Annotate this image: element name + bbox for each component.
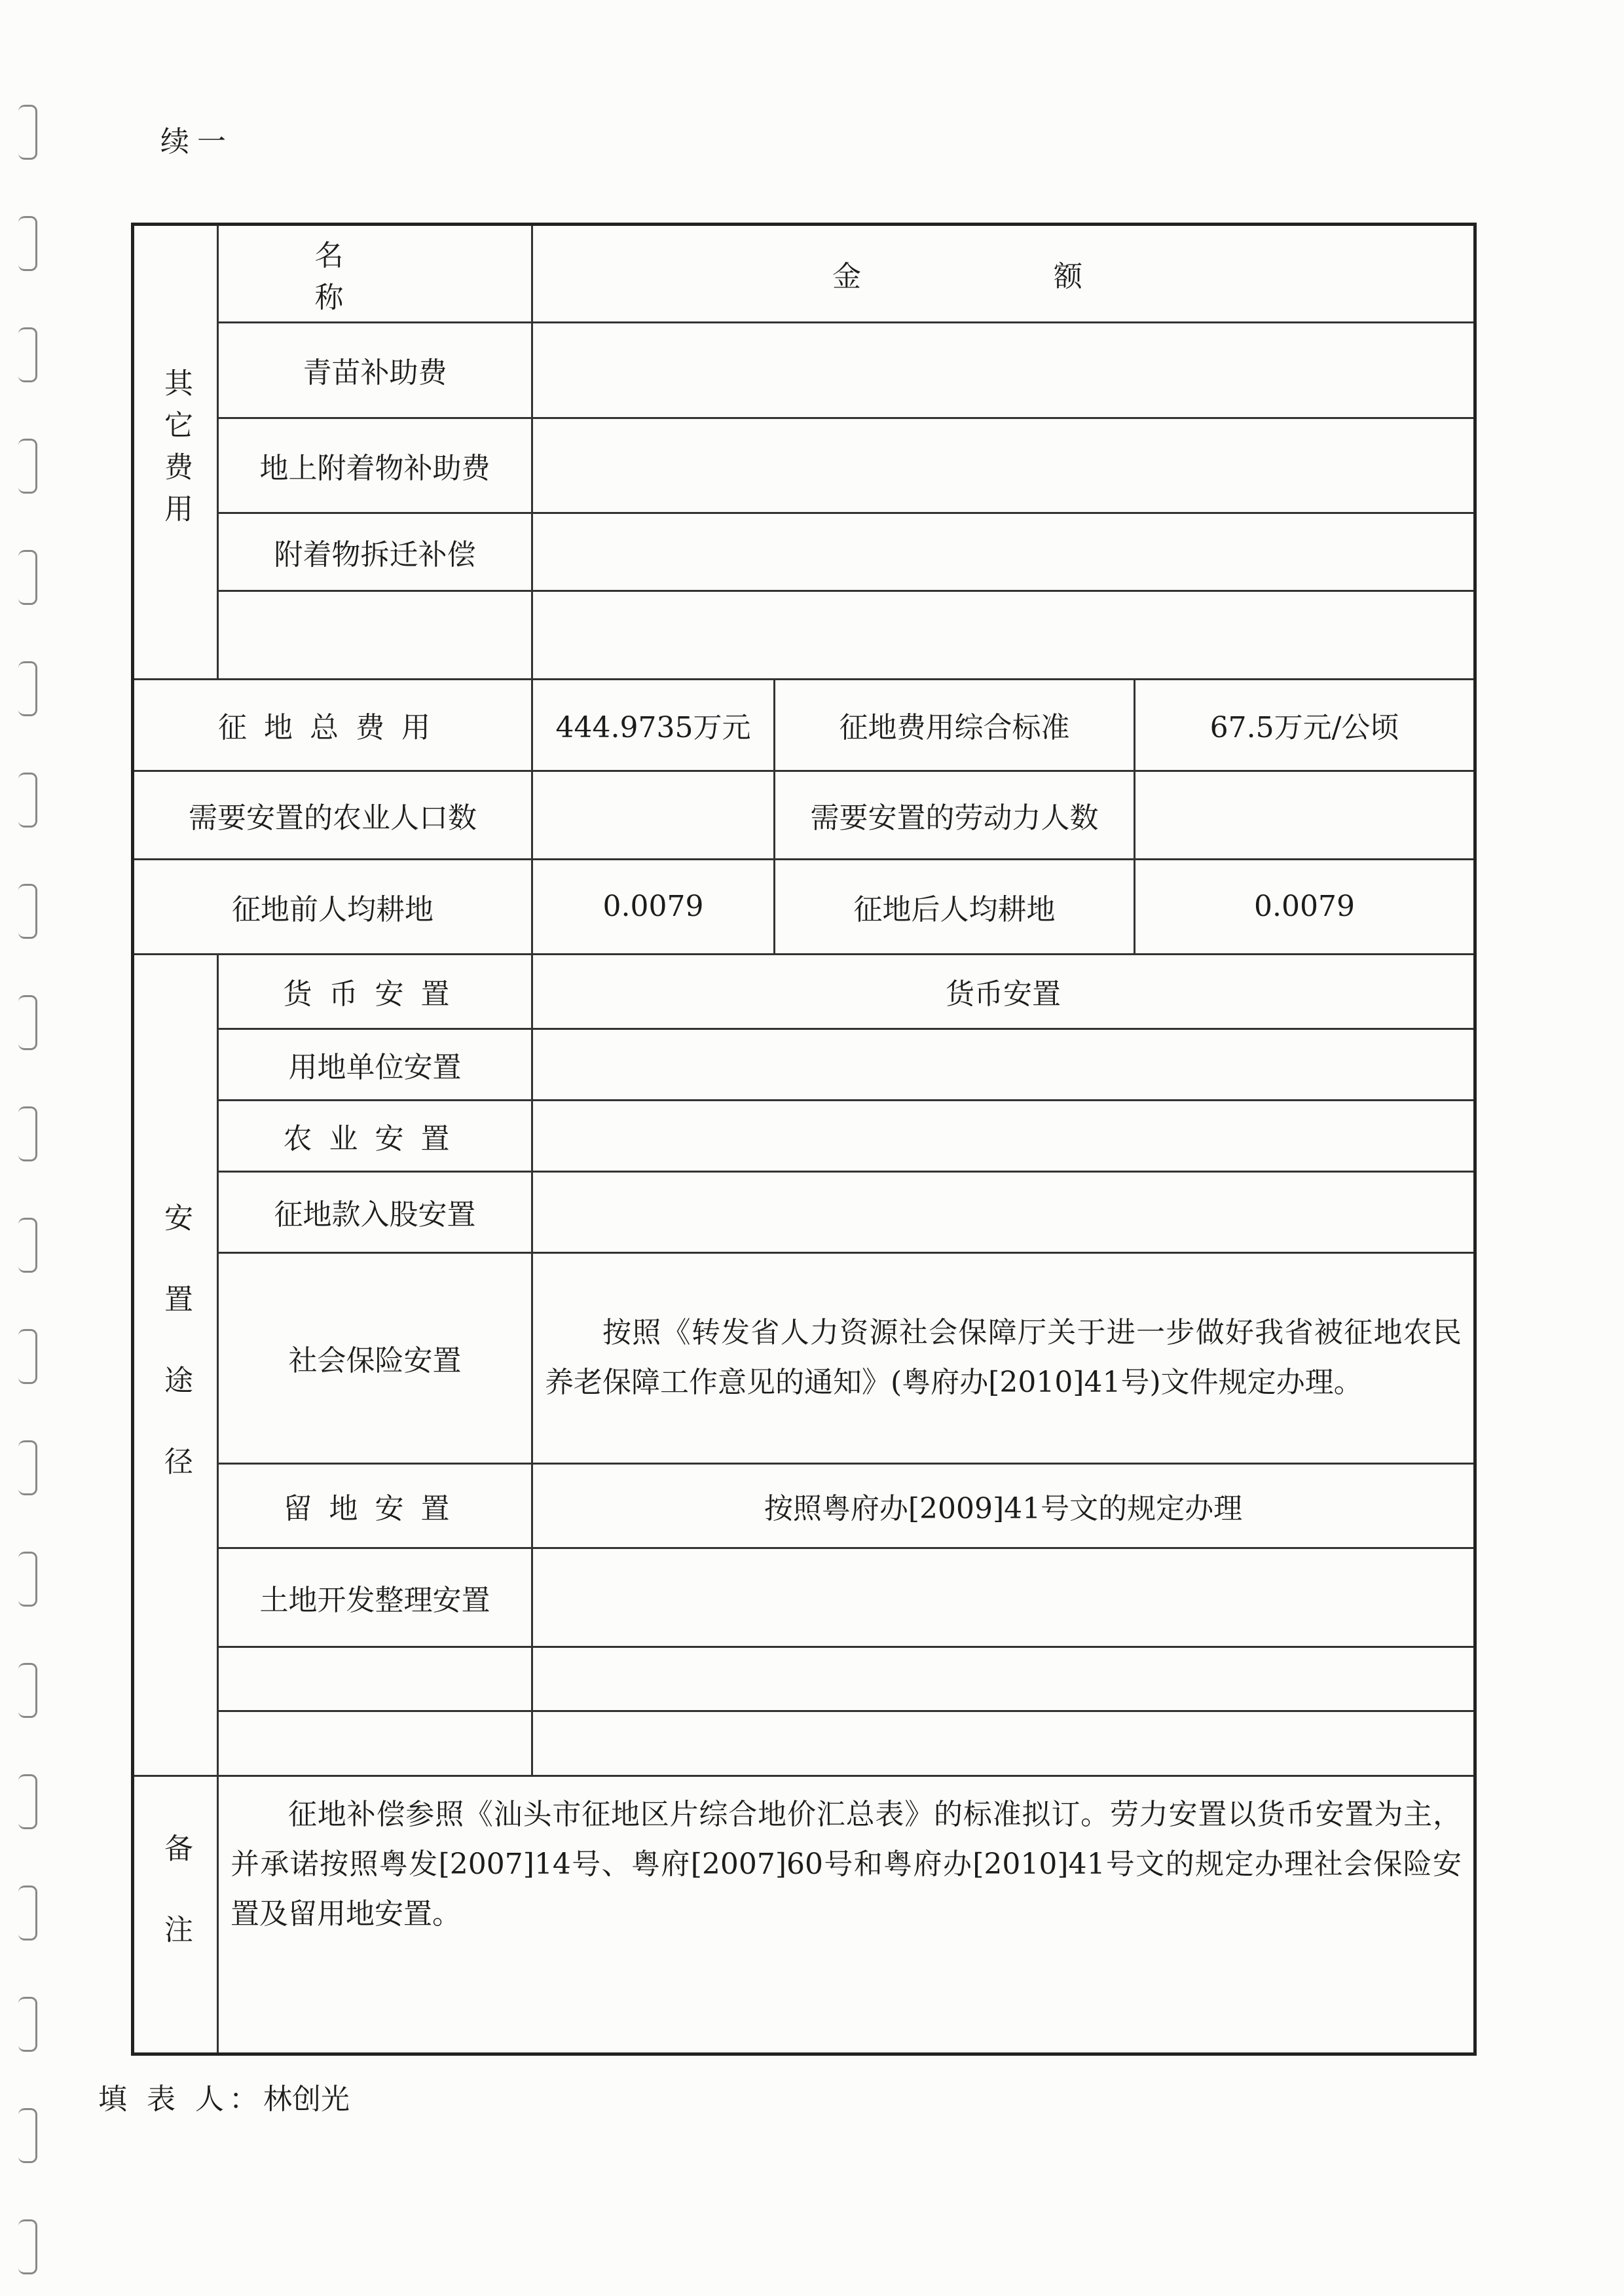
labor-count-label: 需要安置的劳动力人数 xyxy=(775,771,1135,859)
resettlement-name: 土地开发整理安置 xyxy=(218,1548,532,1647)
other-fee-name: 地上附着物补助费 xyxy=(218,418,532,513)
resettlement-name: 留地安置 xyxy=(218,1463,532,1548)
amount-column-header: 金 额 xyxy=(532,225,1475,323)
other-fees-header-row xyxy=(133,225,1475,323)
remarks-label: 备注 xyxy=(133,1776,218,2054)
resettlement-value xyxy=(532,1548,1475,1647)
punch-hole xyxy=(18,1886,37,1941)
other-fee-row xyxy=(133,418,1475,513)
resettlement-value xyxy=(532,1647,1475,1711)
punch-hole xyxy=(18,773,37,828)
punch-hole xyxy=(18,1552,37,1607)
resettlement-value: 按照《转发省人力资源社会保障厅关于进一步做好我省被征地农民养老保障工作意见的通知》(粤府办[2010]41号)文件规定办理。 xyxy=(532,1253,1475,1464)
farmland-row xyxy=(133,859,1475,954)
standard-value: 67.5万元/公顷 xyxy=(1135,679,1475,771)
total-cost-value: 444.9735万元 xyxy=(532,679,775,771)
resettlement-name xyxy=(218,1711,532,1776)
other-fee-name: 青苗补助费 xyxy=(218,323,532,418)
resettlement-row xyxy=(133,1171,1475,1252)
resettlement-name xyxy=(218,1647,532,1711)
resettlement-value xyxy=(532,1100,1475,1171)
other-fee-amount xyxy=(532,513,1475,591)
other-fee-amount xyxy=(532,418,1475,513)
resettlement-value xyxy=(532,1171,1475,1252)
punch-hole xyxy=(18,327,37,382)
filler-name: 林创光 xyxy=(263,2083,350,2116)
standard-label: 征地费用综合标准 xyxy=(775,679,1135,771)
other-fee-row xyxy=(133,591,1475,680)
land-acquisition-form xyxy=(131,223,1477,2056)
punch-hole xyxy=(18,550,37,605)
remarks-row xyxy=(133,1776,1475,2054)
resettlement-value xyxy=(532,1029,1475,1100)
binding-holes xyxy=(0,0,39,2296)
other-fee-row xyxy=(133,513,1475,591)
resettlement-value: 按照粤府办[2009]41号文的规定办理 xyxy=(532,1463,1475,1548)
resettlement-value: 货币安置 xyxy=(532,954,1475,1029)
punch-hole xyxy=(18,884,37,939)
other-fee-row xyxy=(133,323,1475,418)
labor-count-value xyxy=(1135,771,1475,859)
punch-hole xyxy=(18,1663,37,1718)
name-column-header: 名 称 xyxy=(218,225,532,323)
punch-hole xyxy=(18,1329,37,1384)
punch-hole xyxy=(18,2108,37,2163)
punch-hole xyxy=(18,1440,37,1495)
punch-hole xyxy=(18,105,37,160)
resettlement-row xyxy=(133,1548,1475,1647)
punch-hole xyxy=(18,1997,37,2052)
total-cost-row xyxy=(133,679,1475,771)
punch-hole xyxy=(18,995,37,1050)
resettlement-name: 社会保险安置 xyxy=(218,1253,532,1464)
resettlement-row xyxy=(133,1647,1475,1711)
total-cost-label: 征地总费用 xyxy=(133,679,532,771)
punch-hole xyxy=(18,1774,37,1829)
population-row xyxy=(133,771,1475,859)
other-fees-section-label: 其它费用 xyxy=(133,225,218,680)
resettlement-name: 农业安置 xyxy=(218,1100,532,1171)
resettlement-name: 用地单位安置 xyxy=(218,1029,532,1100)
other-fee-amount xyxy=(532,323,1475,418)
agri-population-value xyxy=(532,771,775,859)
filler-line xyxy=(98,2075,350,2117)
farmland-after-label: 征地后人均耕地 xyxy=(775,859,1135,954)
resettlement-value xyxy=(532,1711,1475,1776)
punch-hole xyxy=(18,439,37,494)
resettlement-name: 货币安置 xyxy=(218,954,532,1029)
agri-population-label: 需要安置的农业人口数 xyxy=(133,771,532,859)
resettlement-row xyxy=(133,1029,1475,1100)
remarks-text: 征地补偿参照《汕头市征地区片综合地价汇总表》的标准拟订。劳力安置以货币安置为主，并承诺按照粤发[2007]14号、粤府[2007]60号和粤府办[2010]41号文的规定办理社会保险安置及留用地安置。 xyxy=(218,1776,1475,2054)
resettlement-row xyxy=(133,954,1475,1029)
farmland-before-value: 0.0079 xyxy=(532,859,775,954)
resettlement-row xyxy=(133,1100,1475,1171)
continuation-label: 续一 xyxy=(160,125,234,158)
punch-hole xyxy=(18,661,37,716)
punch-hole xyxy=(18,1106,37,1161)
other-fee-amount xyxy=(532,591,1475,680)
resettlement-row xyxy=(133,1711,1475,1776)
punch-hole xyxy=(18,1218,37,1273)
filler-label: 填 表 人： xyxy=(98,2083,263,2116)
farmland-after-value: 0.0079 xyxy=(1135,859,1475,954)
punch-hole xyxy=(18,2219,37,2274)
other-fee-name xyxy=(218,591,532,680)
resettlement-name: 征地款入股安置 xyxy=(218,1171,532,1252)
punch-hole xyxy=(18,216,37,271)
resettlement-row xyxy=(133,1253,1475,1464)
other-fee-name: 附着物拆迁补偿 xyxy=(218,513,532,591)
resettlement-section-label: 安置途径 xyxy=(133,954,218,1776)
farmland-before-label: 征地前人均耕地 xyxy=(133,859,532,954)
resettlement-row xyxy=(133,1463,1475,1548)
